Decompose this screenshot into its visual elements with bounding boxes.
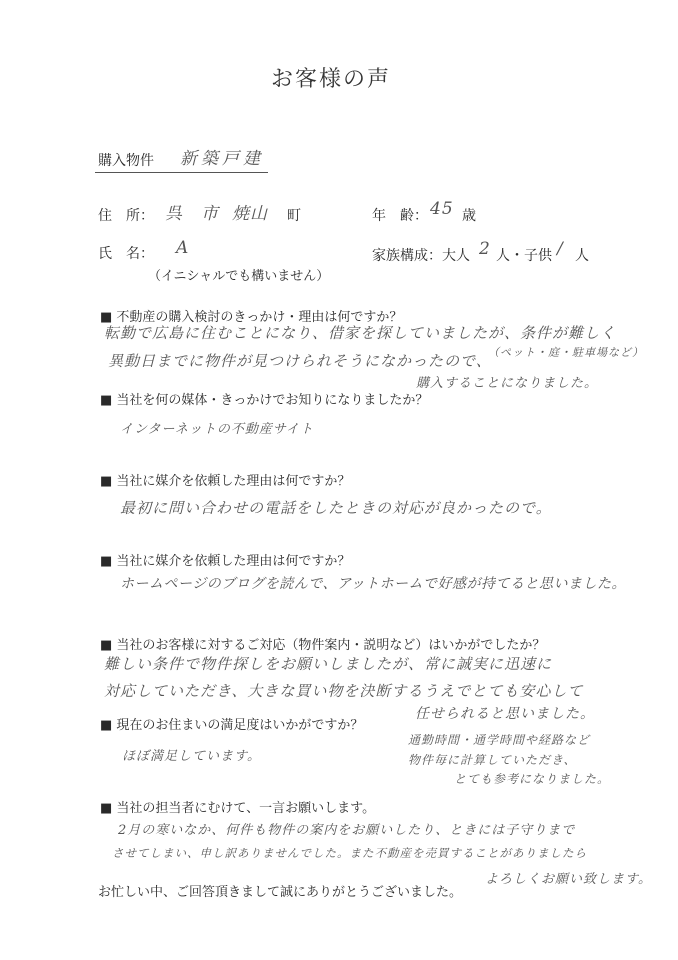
name-note: （イニシャルでも構いません） [148,269,330,284]
q4-question: ■ 当社に媒介を依頼した理由は何ですか？ [100,550,350,569]
q4-answer: ホームページのブログを読んで、アットホームで好感が持てると思いました。 [120,576,626,592]
q7-question: ■ 当社の担当者にむけて、一言お願いします。 [100,797,375,816]
q7-answer-line3: よろしくお願い致します。 [485,872,652,887]
q1-answer-line1b: （ペット・庭・駐車場など） [488,346,644,359]
age-label: 年 齢： [372,208,428,224]
q1-answer-line2: 異動日までに物件が見つけられそうになかったので、 [108,352,492,370]
address-label: 住 所： [98,208,154,224]
q5-answer-line4: 通勤時間・通学時間や経路など [408,733,591,747]
address-suffix: 町 [287,208,301,224]
q2-answer: インターネットの不動産サイト [120,422,314,437]
q6-answer: ほぼ満足しています。 [122,749,261,764]
q7-answer-line1: 2月の寒いなか、何件も物件の案内をお願いしたり、ときには子守りまで [118,823,576,838]
q1-answer-line1: 転勤で広島に住むことになり、借家を探していましたが、条件が難しく [104,324,617,342]
family-children: / [557,239,564,259]
q6-question: ■ 現在のお住まいの満足度はいかがですか？ [100,714,363,733]
q3-question: ■ 当社に媒介を依頼した理由は何ですか？ [100,470,350,489]
property-value: 新築戸建 [180,149,264,169]
q3-answer: 最初に問い合わせの電話をしたときの対応が良かったので。 [120,499,552,517]
family-adults: 2 [479,239,491,259]
family-label: 家族構成：大人 [372,248,470,264]
age-unit: 歳 [462,208,476,224]
q2-question: ■ 当社を何の媒体・きっかけでお知りになりましたか？ [100,389,428,408]
address-town: 焼山 [232,204,268,224]
page-title: お客様の声 [271,67,392,92]
family-mid: 人・子供 [496,248,552,264]
closing-message: お忙しい中、ご回答頂きまして誠にありがとうございました。 [98,885,463,900]
q1-question: ■ 不動産の購入検討のきっかけ・理由は何ですか？ [100,306,402,325]
q5-question: ■ 当社のお客様に対するご対応（物件案内・説明など）はいかがでしたか？ [100,634,545,653]
q5-answer-line2: 対応していただき、大きな買い物を決断するうえでとても安心して [104,682,584,700]
name-value: A [176,238,190,258]
age-value: 45 [430,199,454,219]
q7-answer-line2: させてしまい、申し訳ありませんでした。また不動産を売買することがありましたら [112,846,587,860]
q5-answer-line5: 物件毎に計算していただき、 [408,753,577,767]
q5-answer-line3: 任せられると思いました。 [415,706,595,722]
q5-answer-line6: とても参考になりました。 [454,772,611,786]
q5-answer-line1: 難しい条件で物件探しをお願いしましたが、常に誠実に迅速に [104,655,553,673]
address-city: 呉 市 [165,204,219,224]
property-label: 購入物件 [98,153,154,169]
family-unit: 人 [575,248,589,264]
q1-answer-line3: 購入することになりました。 [416,376,599,391]
name-label: 氏 名： [98,246,154,262]
property-underline [95,172,268,173]
